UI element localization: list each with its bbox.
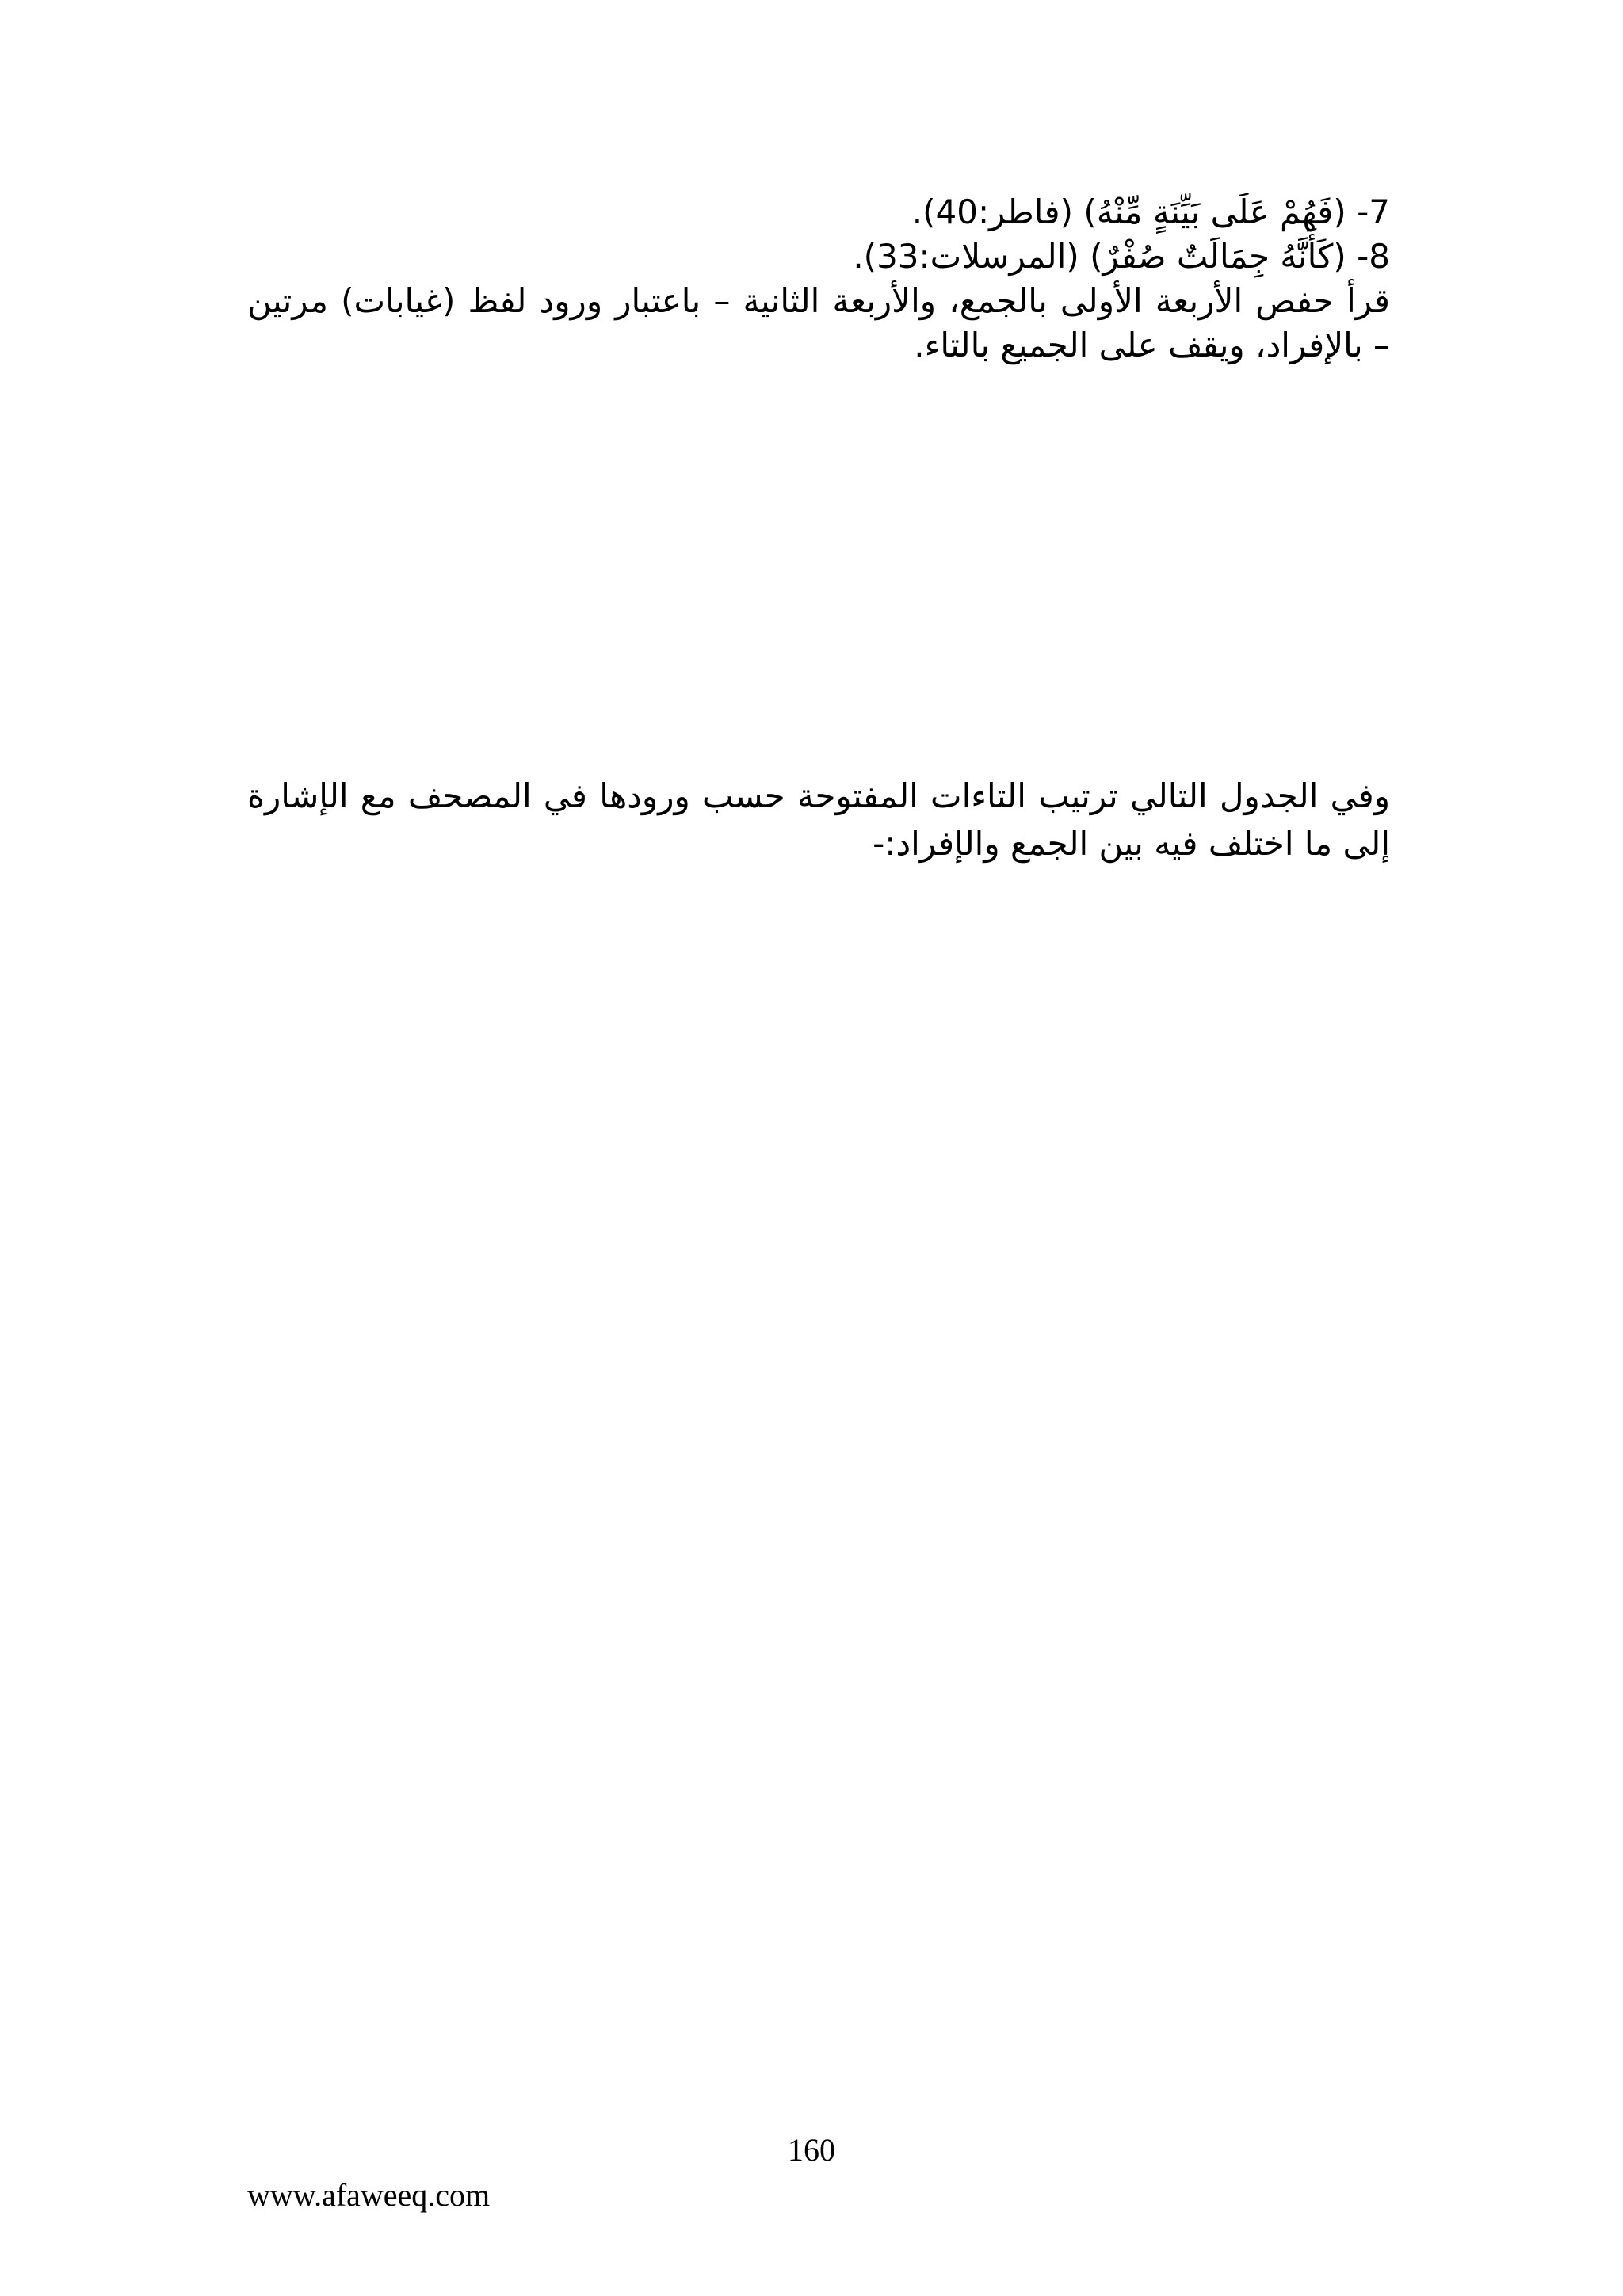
- table-intro-paragraph: وفي الجدول التالي ترتيب التاءات المفتوحة حسب ورودها في المصحف مع الإشارة إلى ما اختلف فيه بين الجمع والإفراد:-: [247, 776, 1390, 863]
- verse-item-7: 7- (فَهُمْ عَلَى بَيِّنَةٍ مِّنْهُ) (فاطر:40).: [911, 193, 1390, 231]
- page-number: 160: [788, 2132, 835, 2168]
- website-footer: www.afaweeq.com: [247, 2177, 491, 2213]
- verse-block: [247, 190, 1390, 368]
- hafs-reading-paragraph: قرأ حفص الأربعة الأولى بالجمع، والأربعة الثانية – باعتبار ورود لفظ (غيابات) مرتين – بالإفراد، ويقف على الجميع بالتاء.: [247, 281, 1390, 364]
- verse-item-8: 8- (كَأَنَّهُ جِمَالَتٌ صُفْرٌ) (المرسلات:33).: [853, 237, 1390, 276]
